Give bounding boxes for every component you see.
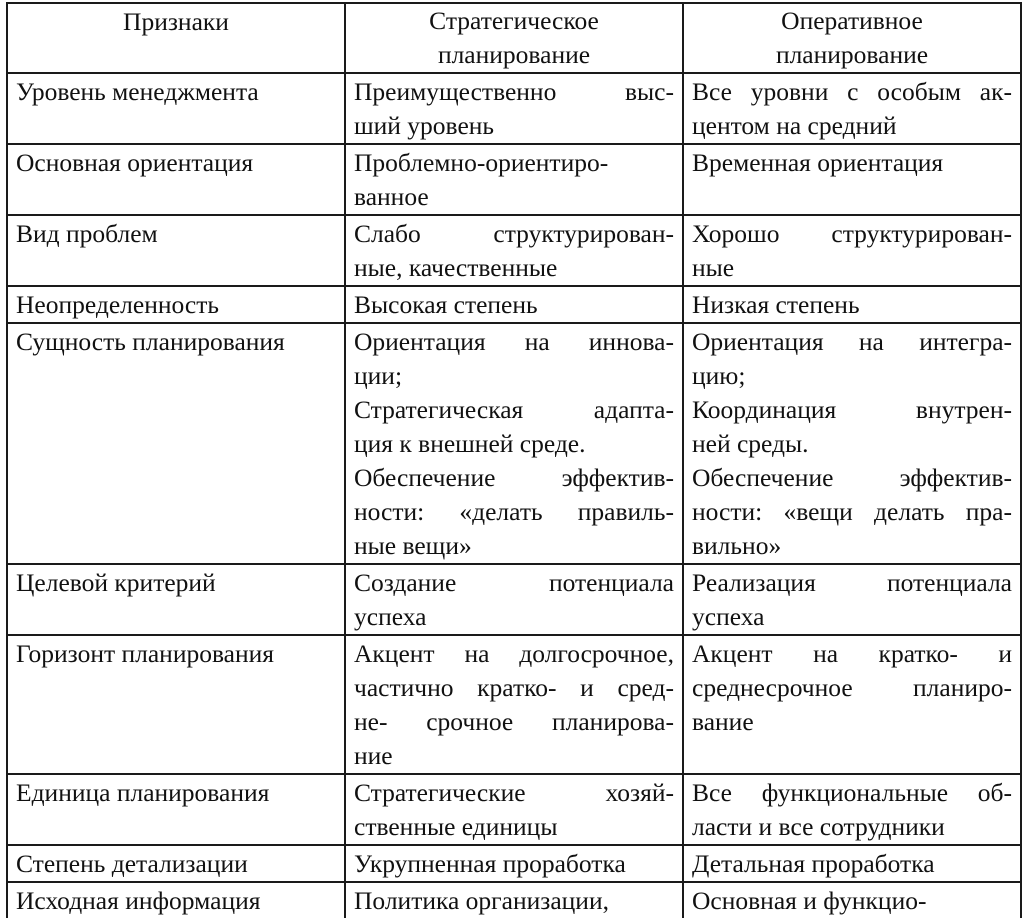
operational-line: Хорошо структурирован- <box>692 219 1012 248</box>
operational-cell <box>683 774 1021 845</box>
strategic-cell <box>345 774 683 845</box>
strategic-line: Преимущественно выс- <box>354 77 674 106</box>
operational-cell <box>683 564 1021 635</box>
strategic-cell <box>345 323 683 564</box>
operational-line: ней среды. <box>692 429 809 458</box>
operational-cell <box>683 73 1021 144</box>
strategic-cell <box>345 635 683 774</box>
header-features: Признаки <box>7 3 345 73</box>
strategic-line: частично кратко- и сред- <box>354 673 674 702</box>
feature-cell: Степень детализации <box>7 845 345 882</box>
strategic-line: успеха <box>354 602 427 631</box>
feature-cell: Единица планирования <box>7 774 345 845</box>
table-body <box>7 73 1021 918</box>
strategic-line: Ориентация на иннова- <box>354 327 674 356</box>
operational-line: Детальная проработка <box>692 849 935 878</box>
strategic-cell <box>345 73 683 144</box>
strategic-line: ция к внешней среде. <box>354 429 586 458</box>
strategic-line: Обеспечение эффектив- <box>354 463 674 492</box>
operational-line: Временная ориентация <box>692 148 944 177</box>
strategic-cell <box>345 882 683 918</box>
operational-cell <box>683 144 1021 215</box>
operational-line: вильно» <box>692 531 782 560</box>
strategic-cell <box>345 564 683 635</box>
table-row <box>7 564 1021 635</box>
operational-line: Акцент на кратко- и <box>692 639 1012 668</box>
operational-line: Все уровни с особым ак- <box>692 77 1012 106</box>
table-row <box>7 845 1021 882</box>
operational-cell <box>683 635 1021 774</box>
operational-cell <box>683 323 1021 564</box>
strategic-line: ший уровень <box>354 111 495 140</box>
feature-cell: Основная ориентация <box>7 144 345 215</box>
operational-line: Все функциональные об- <box>692 778 1012 807</box>
operational-line: Низкая степень <box>692 290 860 319</box>
table-row <box>7 774 1021 845</box>
operational-line: Ориентация на интегра- <box>692 327 1012 356</box>
operational-line: Обеспечение эффектив- <box>692 463 1012 492</box>
strategic-line: Стратегическая адапта- <box>354 395 674 424</box>
feature-cell: Уровень менеджмента <box>7 73 345 144</box>
strategic-line: ции; <box>354 361 403 390</box>
table-row <box>7 73 1021 144</box>
strategic-cell <box>345 215 683 286</box>
operational-cell <box>683 882 1021 918</box>
table-row <box>7 144 1021 215</box>
strategic-line: Политика организации, <box>354 886 609 915</box>
strategic-line: Укрупненная проработка <box>354 849 626 878</box>
header-strategic: Стратегическое планирование <box>345 3 683 73</box>
operational-line: среднесрочное планиро- <box>692 673 1012 702</box>
strategic-line: Акцент на долгосрочное, <box>354 639 674 668</box>
strategic-line: Слабо структурирован- <box>354 219 674 248</box>
strategic-line: ственные единицы <box>354 812 558 841</box>
operational-line: цию; <box>692 361 746 390</box>
strategic-line: Стратегические хозяй- <box>354 778 674 807</box>
strategic-line: ванное <box>354 182 429 211</box>
strategic-line: ные вещи» <box>354 531 472 560</box>
header-operational: Оперативное планирование <box>683 3 1021 73</box>
strategic-line: Высокая степень <box>354 290 538 319</box>
operational-line: Основная и функцио- <box>692 886 927 915</box>
operational-line: центом на средний <box>692 111 897 140</box>
table-row <box>7 286 1021 323</box>
operational-line: Координация внутрен- <box>692 395 1012 424</box>
feature-cell: Неопределенность <box>7 286 345 323</box>
operational-line: ные <box>692 253 735 282</box>
strategic-line: Создание потенциала <box>354 568 674 597</box>
feature-cell: Вид проблем <box>7 215 345 286</box>
table-row <box>7 215 1021 286</box>
table-row <box>7 635 1021 774</box>
operational-line: ности: «вещи делать пра- <box>692 497 1012 526</box>
operational-line: Реализация потенциала <box>692 568 1012 597</box>
comparison-table <box>6 2 1022 918</box>
feature-cell: Горизонт планирования <box>7 635 345 774</box>
operational-cell <box>683 845 1021 882</box>
strategic-cell <box>345 286 683 323</box>
strategic-line: ные, качественные <box>354 253 558 282</box>
operational-cell <box>683 215 1021 286</box>
operational-cell <box>683 286 1021 323</box>
operational-line: успеха <box>692 602 765 631</box>
strategic-line: ние <box>354 741 393 770</box>
feature-cell: Исходная информация <box>7 882 345 918</box>
feature-cell: Сущность планирования <box>7 323 345 564</box>
strategic-cell <box>345 144 683 215</box>
table-row <box>7 882 1021 918</box>
table-row <box>7 323 1021 564</box>
strategic-line: ности: «делать правиль- <box>354 497 674 526</box>
strategic-cell <box>345 845 683 882</box>
strategic-line: не- срочное планирова- <box>354 707 674 736</box>
operational-line: ласти и все сотрудники <box>692 812 945 841</box>
feature-cell: Целевой критерий <box>7 564 345 635</box>
operational-line: вание <box>692 707 754 736</box>
header-row <box>7 3 1021 73</box>
strategic-line: Проблемно-ориентиро- <box>354 148 609 177</box>
